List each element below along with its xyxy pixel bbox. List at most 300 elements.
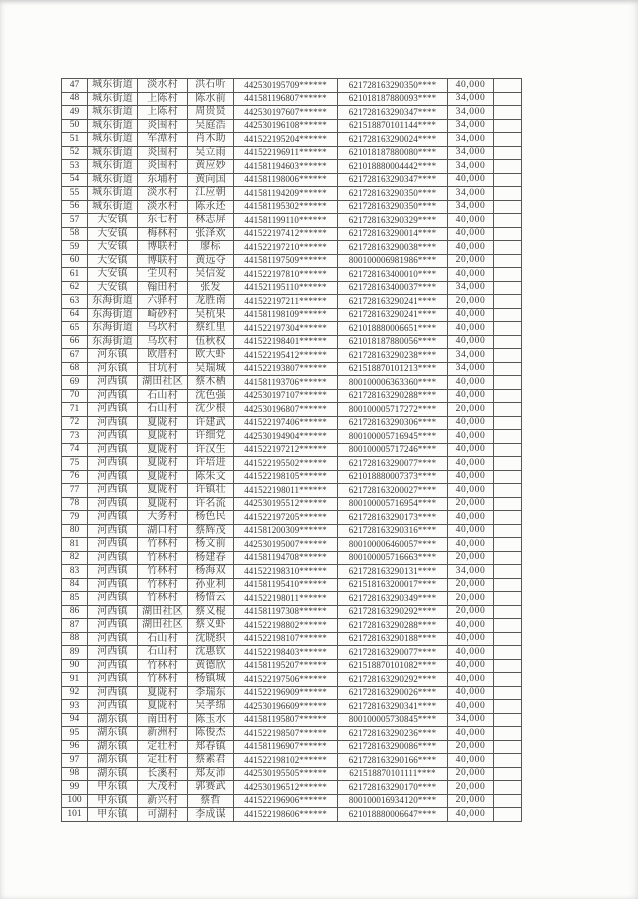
row-number-cell: 71 bbox=[62, 403, 88, 417]
amount-cell: 40,000 bbox=[448, 322, 494, 336]
town-cell: 大安镇 bbox=[88, 281, 138, 295]
village-cell: 坣贝村 bbox=[138, 268, 188, 282]
id-number-cell: 441522198606****** bbox=[234, 808, 338, 822]
row-number-cell: 95 bbox=[62, 727, 88, 741]
town-cell: 河西镇 bbox=[88, 484, 138, 498]
person-name-cell: 蔡辉茂 bbox=[188, 524, 234, 538]
blank-cell bbox=[494, 551, 522, 565]
row-number-cell: 61 bbox=[62, 268, 88, 282]
person-name-cell: 杨惜云 bbox=[188, 592, 234, 606]
amount-cell: 34,000 bbox=[448, 160, 494, 174]
town-cell: 河西镇 bbox=[88, 524, 138, 538]
table-row bbox=[62, 781, 522, 795]
village-cell: 炎围村 bbox=[138, 119, 188, 133]
town-cell: 河西镇 bbox=[88, 659, 138, 673]
account-number-cell: 621728163290350**** bbox=[338, 187, 448, 201]
person-name-cell: 陈水前 bbox=[188, 92, 234, 106]
blank-cell bbox=[494, 241, 522, 255]
id-number-cell: 441581196807****** bbox=[234, 92, 338, 106]
id-number-cell: 442530195007****** bbox=[234, 538, 338, 552]
person-name-cell: 许细党 bbox=[188, 430, 234, 444]
amount-cell: 40,000 bbox=[448, 457, 494, 471]
village-cell: 炎围村 bbox=[138, 146, 188, 160]
account-number-cell: 621018880007373**** bbox=[338, 470, 448, 484]
table-row bbox=[62, 551, 522, 565]
blank-cell bbox=[494, 767, 522, 781]
account-number-cell: 621728163290292**** bbox=[338, 673, 448, 687]
table-row bbox=[62, 767, 522, 781]
account-number-cell: 621728163290024**** bbox=[338, 133, 448, 147]
town-cell: 城东街道 bbox=[88, 133, 138, 147]
village-cell: 可湖村 bbox=[138, 808, 188, 822]
account-number-cell: 800100016934120**** bbox=[338, 794, 448, 808]
id-number-cell: 441522198403****** bbox=[234, 646, 338, 660]
person-name-cell: 龙胜南 bbox=[188, 295, 234, 309]
amount-cell: 40,000 bbox=[448, 173, 494, 187]
account-number-cell: 621728163290288**** bbox=[338, 619, 448, 633]
town-cell: 城东街道 bbox=[88, 173, 138, 187]
id-number-cell: 441522195412****** bbox=[234, 349, 338, 363]
table-row bbox=[62, 740, 522, 754]
town-cell: 大安镇 bbox=[88, 268, 138, 282]
id-number-cell: 441522198401****** bbox=[234, 335, 338, 349]
village-cell: 六驿村 bbox=[138, 295, 188, 309]
village-cell: 定壮村 bbox=[138, 740, 188, 754]
table-row bbox=[62, 119, 522, 133]
town-cell: 城东街道 bbox=[88, 79, 138, 93]
blank-cell bbox=[494, 808, 522, 822]
account-number-cell: 800100005716945**** bbox=[338, 430, 448, 444]
id-number-cell: 441522197810****** bbox=[234, 268, 338, 282]
village-cell: 新洲村 bbox=[138, 727, 188, 741]
id-number-cell: 442530195505****** bbox=[234, 767, 338, 781]
amount-cell: 34,000 bbox=[448, 713, 494, 727]
blank-cell bbox=[494, 403, 522, 417]
village-cell: 石山村 bbox=[138, 646, 188, 660]
account-number-cell: 621728163290077**** bbox=[338, 646, 448, 660]
blank-cell bbox=[494, 389, 522, 403]
row-number-cell: 52 bbox=[62, 146, 88, 160]
account-number-cell: 621728163290347**** bbox=[338, 106, 448, 120]
person-name-cell: 蔡红里 bbox=[188, 322, 234, 336]
row-number-cell: 73 bbox=[62, 430, 88, 444]
village-cell: 夏陇村 bbox=[138, 497, 188, 511]
account-number-cell: 800100005717272**** bbox=[338, 403, 448, 417]
blank-cell bbox=[494, 578, 522, 592]
id-number-cell: 441522197212****** bbox=[234, 443, 338, 457]
table-row bbox=[62, 79, 522, 93]
person-name-cell: 林志屏 bbox=[188, 214, 234, 228]
blank-cell bbox=[494, 605, 522, 619]
id-number-cell: 441581198109****** bbox=[234, 308, 338, 322]
town-cell: 河西镇 bbox=[88, 686, 138, 700]
town-cell: 河西镇 bbox=[88, 403, 138, 417]
id-number-cell: 441522198507****** bbox=[234, 727, 338, 741]
blank-cell bbox=[494, 497, 522, 511]
table-row bbox=[62, 106, 522, 120]
blank-cell bbox=[494, 700, 522, 714]
village-cell: 夏陇村 bbox=[138, 470, 188, 484]
table-row bbox=[62, 794, 522, 808]
row-number-cell: 50 bbox=[62, 119, 88, 133]
amount-cell: 34,000 bbox=[448, 200, 494, 214]
account-number-cell: 621728163290350**** bbox=[338, 79, 448, 93]
blank-cell bbox=[494, 538, 522, 552]
village-cell: 竹林村 bbox=[138, 592, 188, 606]
amount-cell: 40,000 bbox=[448, 227, 494, 241]
blank-cell bbox=[494, 754, 522, 768]
person-name-cell: 沈晓织 bbox=[188, 632, 234, 646]
table-row bbox=[62, 254, 522, 268]
village-cell: 石山村 bbox=[138, 403, 188, 417]
person-name-cell: 廖标 bbox=[188, 241, 234, 255]
person-name-cell: 黄应妙 bbox=[188, 160, 234, 174]
table-row bbox=[62, 227, 522, 241]
blank-cell bbox=[494, 794, 522, 808]
row-number-cell: 74 bbox=[62, 443, 88, 457]
amount-cell: 40,000 bbox=[448, 619, 494, 633]
row-number-cell: 64 bbox=[62, 308, 88, 322]
row-number-cell: 56 bbox=[62, 200, 88, 214]
account-number-cell: 621728163290026**** bbox=[338, 686, 448, 700]
row-number-cell: 69 bbox=[62, 376, 88, 390]
town-cell: 大安镇 bbox=[88, 214, 138, 228]
table-row bbox=[62, 727, 522, 741]
person-name-cell: 沈少根 bbox=[188, 403, 234, 417]
person-name-cell: 李瑞东 bbox=[188, 686, 234, 700]
person-name-cell: 蔡素君 bbox=[188, 754, 234, 768]
row-number-cell: 57 bbox=[62, 214, 88, 228]
town-cell: 河东镇 bbox=[88, 349, 138, 363]
amount-cell: 40,000 bbox=[448, 754, 494, 768]
id-number-cell: 442530195512****** bbox=[234, 497, 338, 511]
row-number-cell: 85 bbox=[62, 592, 88, 606]
blank-cell bbox=[494, 524, 522, 538]
person-name-cell: 吴瑞城 bbox=[188, 362, 234, 376]
person-name-cell: 肖木助 bbox=[188, 133, 234, 147]
account-number-cell: 621728163290292**** bbox=[338, 605, 448, 619]
id-number-cell: 442530195709****** bbox=[234, 79, 338, 93]
amount-cell: 34,000 bbox=[448, 362, 494, 376]
town-cell: 甲东镇 bbox=[88, 781, 138, 795]
person-name-cell: 张发 bbox=[188, 281, 234, 295]
account-number-cell: 621018880004442**** bbox=[338, 160, 448, 174]
id-number-cell: 441581197509****** bbox=[234, 254, 338, 268]
amount-cell: 34,000 bbox=[448, 146, 494, 160]
blank-cell bbox=[494, 416, 522, 430]
amount-cell: 40,000 bbox=[448, 389, 494, 403]
table-row bbox=[62, 565, 522, 579]
blank-cell bbox=[494, 484, 522, 498]
amount-cell: 40,000 bbox=[448, 727, 494, 741]
amount-cell: 20,000 bbox=[448, 781, 494, 795]
village-cell: 乌坎村 bbox=[138, 335, 188, 349]
row-number-cell: 68 bbox=[62, 362, 88, 376]
blank-cell bbox=[494, 92, 522, 106]
id-number-cell: 441581194603****** bbox=[234, 160, 338, 174]
person-name-cell: 杨文前 bbox=[188, 538, 234, 552]
row-number-cell: 67 bbox=[62, 349, 88, 363]
table-row bbox=[62, 659, 522, 673]
person-name-cell: 蔡木栖 bbox=[188, 376, 234, 390]
row-number-cell: 51 bbox=[62, 133, 88, 147]
person-name-cell: 吴信爱 bbox=[188, 268, 234, 282]
person-name-cell: 周贵贤 bbox=[188, 106, 234, 120]
blank-cell bbox=[494, 727, 522, 741]
person-name-cell: 黄德欣 bbox=[188, 659, 234, 673]
person-name-cell: 郑友沛 bbox=[188, 767, 234, 781]
town-cell: 河西镇 bbox=[88, 646, 138, 660]
amount-cell: 34,000 bbox=[448, 92, 494, 106]
blank-cell bbox=[494, 362, 522, 376]
table-row bbox=[62, 430, 522, 444]
row-number-cell: 49 bbox=[62, 106, 88, 120]
person-name-cell: 沈色强 bbox=[188, 389, 234, 403]
village-cell: 大茂村 bbox=[138, 781, 188, 795]
town-cell: 河西镇 bbox=[88, 578, 138, 592]
town-cell: 河西镇 bbox=[88, 592, 138, 606]
account-number-cell: 800100005716663**** bbox=[338, 551, 448, 565]
account-number-cell: 621728163400037**** bbox=[338, 281, 448, 295]
person-name-cell: 许建武 bbox=[188, 416, 234, 430]
account-number-cell: 621728163290170**** bbox=[338, 781, 448, 795]
town-cell: 湖东镇 bbox=[88, 740, 138, 754]
amount-cell: 20,000 bbox=[448, 592, 494, 606]
blank-cell bbox=[494, 227, 522, 241]
person-name-cell: 洪石听 bbox=[188, 79, 234, 93]
account-number-cell: 621018187880080**** bbox=[338, 146, 448, 160]
person-name-cell: 江应朝 bbox=[188, 187, 234, 201]
blank-cell bbox=[494, 79, 522, 93]
town-cell: 河西镇 bbox=[88, 457, 138, 471]
amount-cell: 34,000 bbox=[448, 119, 494, 133]
town-cell: 大安镇 bbox=[88, 254, 138, 268]
blank-cell bbox=[494, 106, 522, 120]
table-row bbox=[62, 646, 522, 660]
village-cell: 长溪村 bbox=[138, 767, 188, 781]
account-number-cell: 621018187880056**** bbox=[338, 335, 448, 349]
row-number-cell: 98 bbox=[62, 767, 88, 781]
amount-cell: 34,000 bbox=[448, 106, 494, 120]
town-cell: 湖东镇 bbox=[88, 754, 138, 768]
person-name-cell: 黄远夺 bbox=[188, 254, 234, 268]
id-number-cell: 441522197506****** bbox=[234, 673, 338, 687]
amount-cell: 40,000 bbox=[448, 241, 494, 255]
table-row bbox=[62, 187, 522, 201]
blank-cell bbox=[494, 376, 522, 390]
town-cell: 河西镇 bbox=[88, 538, 138, 552]
person-name-cell: 许镇壮 bbox=[188, 484, 234, 498]
row-number-cell: 86 bbox=[62, 605, 88, 619]
account-number-cell: 621728163290306**** bbox=[338, 416, 448, 430]
village-cell: 欧厝村 bbox=[138, 349, 188, 363]
account-number-cell: 621728163290014**** bbox=[338, 227, 448, 241]
blank-cell bbox=[494, 592, 522, 606]
row-number-cell: 84 bbox=[62, 578, 88, 592]
town-cell: 河西镇 bbox=[88, 389, 138, 403]
village-cell: 博联村 bbox=[138, 241, 188, 255]
id-number-cell: 441522197205****** bbox=[234, 511, 338, 525]
blank-cell bbox=[494, 740, 522, 754]
amount-cell: 40,000 bbox=[448, 308, 494, 322]
amount-cell: 20,000 bbox=[448, 497, 494, 511]
blank-cell bbox=[494, 133, 522, 147]
amount-cell: 40,000 bbox=[448, 443, 494, 457]
person-name-cell: 孙业利 bbox=[188, 578, 234, 592]
amount-cell: 40,000 bbox=[448, 673, 494, 687]
person-name-cell: 许培进 bbox=[188, 457, 234, 471]
village-cell: 竹林村 bbox=[138, 551, 188, 565]
town-cell: 东海街道 bbox=[88, 335, 138, 349]
village-cell: 夏陇村 bbox=[138, 430, 188, 444]
person-name-cell: 杨海双 bbox=[188, 565, 234, 579]
row-number-cell: 70 bbox=[62, 389, 88, 403]
amount-cell: 20,000 bbox=[448, 794, 494, 808]
amount-cell: 40,000 bbox=[448, 632, 494, 646]
town-cell: 城东街道 bbox=[88, 187, 138, 201]
id-number-cell: 441522195204****** bbox=[234, 133, 338, 147]
id-number-cell: 441581198006****** bbox=[234, 173, 338, 187]
village-cell: 崎砂村 bbox=[138, 308, 188, 322]
blank-cell bbox=[494, 146, 522, 160]
row-number-cell: 96 bbox=[62, 740, 88, 754]
village-cell: 炎围村 bbox=[138, 160, 188, 174]
village-cell: 竹林村 bbox=[138, 578, 188, 592]
blank-cell bbox=[494, 646, 522, 660]
blank-cell bbox=[494, 713, 522, 727]
person-name-cell: 吴立雨 bbox=[188, 146, 234, 160]
village-cell: 上陈村 bbox=[138, 92, 188, 106]
amount-cell: 34,000 bbox=[448, 349, 494, 363]
table-row bbox=[62, 538, 522, 552]
row-number-cell: 94 bbox=[62, 713, 88, 727]
village-cell: 竹林村 bbox=[138, 659, 188, 673]
amount-cell: 40,000 bbox=[448, 335, 494, 349]
village-cell: 湖田社区 bbox=[138, 376, 188, 390]
town-cell: 河西镇 bbox=[88, 443, 138, 457]
village-cell: 大务村 bbox=[138, 511, 188, 525]
blank-cell bbox=[494, 443, 522, 457]
id-number-cell: 441581194209****** bbox=[234, 187, 338, 201]
id-number-cell: 441522197210****** bbox=[234, 241, 338, 255]
village-cell: 翰田村 bbox=[138, 281, 188, 295]
amount-cell: 40,000 bbox=[448, 470, 494, 484]
table-row bbox=[62, 511, 522, 525]
row-number-cell: 93 bbox=[62, 700, 88, 714]
row-number-cell: 101 bbox=[62, 808, 88, 822]
table-row bbox=[62, 713, 522, 727]
id-number-cell: 441581195807****** bbox=[234, 713, 338, 727]
row-number-cell: 89 bbox=[62, 646, 88, 660]
town-cell: 河西镇 bbox=[88, 700, 138, 714]
town-cell: 城东街道 bbox=[88, 146, 138, 160]
village-cell: 淡水村 bbox=[138, 79, 188, 93]
person-name-cell: 欧大虾 bbox=[188, 349, 234, 363]
id-number-cell: 442530196512****** bbox=[234, 781, 338, 795]
amount-cell: 40,000 bbox=[448, 484, 494, 498]
id-number-cell: 441522193807****** bbox=[234, 362, 338, 376]
village-cell: 上陈村 bbox=[138, 106, 188, 120]
table-row bbox=[62, 619, 522, 633]
amount-cell: 40,000 bbox=[448, 538, 494, 552]
blank-cell bbox=[494, 470, 522, 484]
row-number-cell: 59 bbox=[62, 241, 88, 255]
town-cell: 城东街道 bbox=[88, 106, 138, 120]
id-number-cell: 441522198310****** bbox=[234, 565, 338, 579]
village-cell: 博联村 bbox=[138, 254, 188, 268]
payment-list-table bbox=[61, 78, 522, 822]
village-cell: 东七村 bbox=[138, 214, 188, 228]
table-row bbox=[62, 605, 522, 619]
table-row bbox=[62, 268, 522, 282]
town-cell: 河西镇 bbox=[88, 470, 138, 484]
blank-cell bbox=[494, 200, 522, 214]
table-row bbox=[62, 133, 522, 147]
town-cell: 湖东镇 bbox=[88, 727, 138, 741]
blank-cell bbox=[494, 430, 522, 444]
account-number-cell: 800100005730845**** bbox=[338, 713, 448, 727]
id-number-cell: 442530196609****** bbox=[234, 700, 338, 714]
table-row bbox=[62, 578, 522, 592]
amount-cell: 40,000 bbox=[448, 659, 494, 673]
town-cell: 河西镇 bbox=[88, 673, 138, 687]
account-number-cell: 621728163290241**** bbox=[338, 308, 448, 322]
town-cell: 东海街道 bbox=[88, 322, 138, 336]
blank-cell bbox=[494, 119, 522, 133]
table-row bbox=[62, 281, 522, 295]
account-number-cell: 621018880006651**** bbox=[338, 322, 448, 336]
amount-cell: 34,000 bbox=[448, 133, 494, 147]
table-row bbox=[62, 686, 522, 700]
table-row bbox=[62, 632, 522, 646]
id-number-cell: 441522198802****** bbox=[234, 619, 338, 633]
table-row bbox=[62, 160, 522, 174]
blank-cell bbox=[494, 295, 522, 309]
table-row bbox=[62, 754, 522, 768]
id-number-cell: 441522196906****** bbox=[234, 794, 338, 808]
village-cell: 夏陇村 bbox=[138, 686, 188, 700]
id-number-cell: 442530197107****** bbox=[234, 389, 338, 403]
table-row bbox=[62, 146, 522, 160]
blank-cell bbox=[494, 686, 522, 700]
person-name-cell: 黄向国 bbox=[188, 173, 234, 187]
account-number-cell: 621728163290288**** bbox=[338, 389, 448, 403]
village-cell: 夏陇村 bbox=[138, 484, 188, 498]
amount-cell: 20,000 bbox=[448, 254, 494, 268]
id-number-cell: 441581199110****** bbox=[234, 214, 338, 228]
account-number-cell: 621728163290173**** bbox=[338, 511, 448, 525]
table-row bbox=[62, 592, 522, 606]
row-number-cell: 91 bbox=[62, 673, 88, 687]
row-number-cell: 80 bbox=[62, 524, 88, 538]
amount-cell: 40,000 bbox=[448, 511, 494, 525]
blank-cell bbox=[494, 659, 522, 673]
amount-cell: 40,000 bbox=[448, 430, 494, 444]
amount-cell: 20,000 bbox=[448, 740, 494, 754]
id-number-cell: 441522195502****** bbox=[234, 457, 338, 471]
town-cell: 河西镇 bbox=[88, 416, 138, 430]
row-number-cell: 60 bbox=[62, 254, 88, 268]
id-number-cell: 442530197607****** bbox=[234, 106, 338, 120]
town-cell: 河西镇 bbox=[88, 565, 138, 579]
village-cell: 甘坑村 bbox=[138, 362, 188, 376]
village-cell: 淡水村 bbox=[138, 200, 188, 214]
row-number-cell: 62 bbox=[62, 281, 88, 295]
person-name-cell: 沈惠钦 bbox=[188, 646, 234, 660]
account-number-cell: 621728163290350**** bbox=[338, 200, 448, 214]
blank-cell bbox=[494, 268, 522, 282]
person-name-cell: 吴孝绵 bbox=[188, 700, 234, 714]
